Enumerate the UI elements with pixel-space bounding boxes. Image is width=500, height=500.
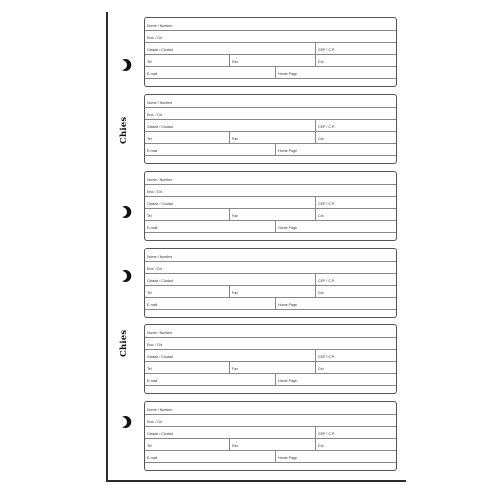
cell-label: Cel.	[318, 444, 325, 449]
zip-field[interactable]	[315, 42, 396, 54]
address-label: End. / Dir.	[147, 36, 163, 41]
city-label: Cidade / Ciudad	[147, 355, 173, 360]
zip-field[interactable]	[315, 119, 396, 131]
city-field[interactable]	[145, 42, 315, 54]
zip-field[interactable]	[315, 426, 396, 438]
contact-card	[144, 17, 397, 87]
cell-field[interactable]	[315, 285, 396, 297]
name-label: Nome / Nombre	[147, 24, 173, 29]
cell-field[interactable]	[315, 361, 396, 373]
city-label: Cidade / Ciudad	[147, 125, 173, 130]
contact-card	[144, 248, 397, 318]
homepage-label: Home Page	[278, 303, 297, 308]
email-field[interactable]	[145, 450, 275, 462]
contact-card	[144, 94, 397, 164]
phone-field[interactable]	[145, 54, 229, 66]
email-label: E-mail	[147, 149, 158, 154]
zip-label: CEP / C.P.	[318, 432, 335, 437]
city-field[interactable]	[145, 349, 315, 361]
phone-label: Tel	[147, 214, 152, 219]
contact-card	[144, 171, 397, 241]
cell-label: Cel.	[318, 214, 325, 219]
homepage-field[interactable]	[275, 297, 396, 309]
email-label: E-mail	[147, 72, 158, 77]
punch-hole-icon	[119, 205, 133, 219]
page-left-edge	[106, 12, 108, 482]
zip-label: CEP / C.P.	[318, 125, 335, 130]
homepage-label: Home Page	[278, 72, 297, 77]
email-label: E-mail	[147, 456, 158, 461]
punch-hole-icon	[119, 269, 133, 283]
email-label: E-mail	[147, 303, 158, 308]
cell-field[interactable]	[315, 54, 396, 66]
city-label: Cidade / Ciudad	[147, 279, 173, 284]
homepage-field[interactable]	[275, 450, 396, 462]
cell-label: Cel.	[318, 291, 325, 296]
city-field[interactable]	[145, 273, 315, 285]
homepage-field[interactable]	[275, 66, 396, 78]
contact-card	[144, 324, 397, 394]
phone-label: Tel	[147, 291, 152, 296]
address-label: End. / Dir.	[147, 190, 163, 195]
zip-field[interactable]	[315, 273, 396, 285]
city-field[interactable]	[145, 426, 315, 438]
blank-row[interactable]	[145, 309, 396, 318]
zip-label: CEP / C.P.	[318, 48, 335, 53]
cell-field[interactable]	[315, 208, 396, 220]
zip-field[interactable]	[315, 349, 396, 361]
brand-name: Chies	[118, 116, 129, 144]
address-label: End. / Dir.	[147, 420, 163, 425]
homepage-label: Home Page	[278, 226, 297, 231]
punch-hole-icon	[119, 58, 133, 72]
address-label: End. / Dir.	[147, 113, 163, 118]
punch-hole-icon	[119, 415, 133, 429]
phone-label: Tel	[147, 137, 152, 142]
blank-row[interactable]	[145, 155, 396, 164]
phone-field[interactable]	[145, 208, 229, 220]
homepage-field[interactable]	[275, 143, 396, 155]
homepage-field[interactable]	[275, 373, 396, 385]
phone-field[interactable]	[145, 438, 229, 450]
cell-label: Cel.	[318, 60, 325, 65]
phone-label: Tel	[147, 60, 152, 65]
homepage-label: Home Page	[278, 379, 297, 384]
email-field[interactable]	[145, 220, 275, 232]
fax-label: Fax	[232, 137, 238, 142]
zip-label: CEP / C.P.	[318, 355, 335, 360]
email-field[interactable]	[145, 373, 275, 385]
cell-label: Cel.	[318, 367, 325, 372]
phone-field[interactable]	[145, 361, 229, 373]
zip-label: CEP / C.P.	[318, 202, 335, 207]
city-field[interactable]	[145, 196, 315, 208]
city-label: Cidade / Ciudad	[147, 202, 173, 207]
blank-row[interactable]	[145, 462, 396, 471]
homepage-field[interactable]	[275, 220, 396, 232]
email-label: E-mail	[147, 379, 158, 384]
name-label: Nome / Nombre	[147, 408, 173, 413]
name-label: Nome / Nombre	[147, 101, 173, 106]
page-bottom-edge	[106, 480, 406, 482]
city-label: Cidade / Ciudad	[147, 48, 173, 53]
blank-row[interactable]	[145, 78, 396, 87]
fax-field[interactable]	[229, 131, 316, 143]
city-label: Cidade / Ciudad	[147, 432, 173, 437]
blank-row[interactable]	[145, 385, 396, 394]
email-label: E-mail	[147, 226, 158, 231]
name-label: Nome / Nombre	[147, 331, 173, 336]
fax-label: Fax	[232, 367, 238, 372]
fax-label: Fax	[232, 60, 238, 65]
fax-label: Fax	[232, 214, 238, 219]
email-field[interactable]	[145, 66, 275, 78]
cell-label: Cel.	[318, 137, 325, 142]
fax-field[interactable]	[229, 54, 316, 66]
cell-field[interactable]	[315, 438, 396, 450]
name-label: Nome / Nombre	[147, 255, 173, 260]
brand-name: Chies	[118, 329, 129, 357]
fax-label: Fax	[232, 444, 238, 449]
phone-label: Tel	[147, 367, 152, 372]
fax-field[interactable]	[229, 438, 316, 450]
email-field[interactable]	[145, 297, 275, 309]
phone-field[interactable]	[145, 285, 229, 297]
address-label: End. / Dir.	[147, 343, 163, 348]
fax-field[interactable]	[229, 208, 316, 220]
fax-field[interactable]	[229, 285, 316, 297]
chies-logo-icon	[116, 117, 132, 147]
blank-row[interactable]	[145, 232, 396, 241]
email-field[interactable]	[145, 143, 275, 155]
cell-field[interactable]	[315, 131, 396, 143]
name-label: Nome / Nombre	[147, 178, 173, 183]
zip-field[interactable]	[315, 196, 396, 208]
fax-field[interactable]	[229, 361, 316, 373]
city-field[interactable]	[145, 119, 315, 131]
zip-label: CEP / C.P.	[318, 279, 335, 284]
phone-field[interactable]	[145, 131, 229, 143]
address-label: End. / Dir.	[147, 267, 163, 272]
homepage-label: Home Page	[278, 456, 297, 461]
phone-label: Tel	[147, 444, 152, 449]
chies-logo-icon	[116, 330, 132, 360]
homepage-label: Home Page	[278, 149, 297, 154]
fax-label: Fax	[232, 291, 238, 296]
contact-card	[144, 401, 397, 471]
